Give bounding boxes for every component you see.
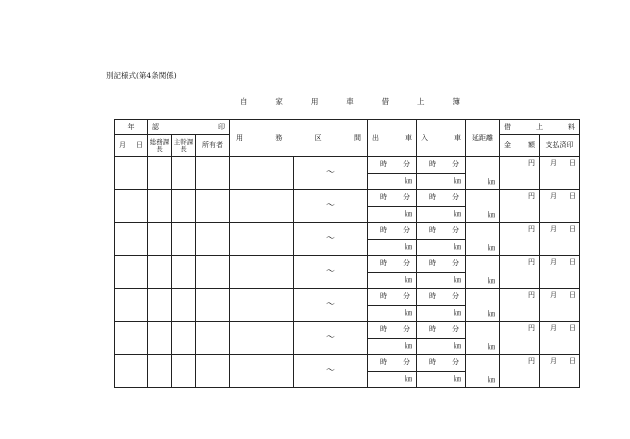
km-label: ㎞: [488, 178, 495, 186]
main-chief-header: 主幹課長: [172, 135, 196, 157]
year-header: 年: [115, 120, 148, 135]
yen-label: 円: [528, 357, 535, 365]
hour-label: 時: [380, 160, 387, 169]
owner-stamp-cell[interactable]: [196, 322, 230, 355]
section-cell[interactable]: ～: [294, 322, 368, 355]
payment-date-cell[interactable]: [540, 223, 580, 256]
departure-time-cell[interactable]: [368, 157, 417, 174]
general-affairs-stamp-cell[interactable]: [148, 223, 172, 256]
purpose-cell[interactable]: [230, 190, 294, 223]
km-label: ㎞: [488, 277, 495, 285]
date-cell[interactable]: [115, 190, 148, 223]
km-label: ㎞: [454, 308, 461, 317]
day-label: 日: [569, 192, 576, 200]
km-label: ㎞: [405, 176, 412, 185]
return-time-cell[interactable]: [417, 322, 466, 339]
title-char: 用: [310, 97, 319, 106]
total-distance-cell[interactable]: [466, 223, 500, 256]
title-char: 車: [346, 97, 354, 106]
hour-label: 時: [429, 292, 436, 301]
amount-cell[interactable]: [500, 289, 540, 322]
rental-fee-header: [500, 120, 580, 135]
ledger-row-top: [115, 322, 580, 339]
km-label: ㎞: [405, 308, 412, 317]
yen-label: 円: [528, 258, 535, 266]
departure-time-cell[interactable]: [368, 256, 417, 273]
title-char: 家: [275, 97, 283, 106]
return-time-cell[interactable]: [417, 223, 466, 240]
main-chief-stamp-cell[interactable]: [172, 190, 196, 223]
payment-stamp-header: 支払済印: [540, 135, 580, 157]
rental-fee-char: 借: [504, 122, 511, 131]
rental-fee-char: 上: [536, 122, 543, 131]
month-label: 月: [550, 291, 557, 299]
day-label: 日: [569, 324, 576, 332]
section-cell[interactable]: ～: [294, 256, 368, 289]
day-label: 日: [569, 258, 576, 266]
km-label: ㎞: [488, 244, 495, 252]
departure-km-cell[interactable]: [368, 272, 417, 289]
owner-stamp-cell[interactable]: [196, 355, 230, 388]
yen-label: 円: [528, 324, 535, 332]
amount-char: 金: [504, 141, 511, 149]
total-distance-cell[interactable]: [466, 256, 500, 289]
yen-label: 円: [528, 291, 535, 299]
form-label: 別記様式(第4条関係): [106, 71, 177, 80]
day-char: 日: [136, 141, 143, 149]
minute-label: 分: [403, 292, 410, 301]
minute-label: 分: [452, 358, 459, 367]
departure-time-cell[interactable]: [368, 223, 417, 240]
km-label: ㎞: [454, 275, 461, 284]
purpose-cell[interactable]: [230, 256, 294, 289]
form-title: [240, 96, 460, 107]
general-affairs-stamp-cell[interactable]: [148, 190, 172, 223]
km-label: ㎞: [488, 376, 495, 384]
hour-label: 時: [429, 193, 436, 202]
km-label: ㎞: [405, 374, 412, 383]
owner-stamp-cell[interactable]: [196, 190, 230, 223]
km-label: ㎞: [454, 209, 461, 218]
payment-date-cell[interactable]: [540, 256, 580, 289]
month-label: 月: [550, 159, 557, 167]
payment-date-cell[interactable]: [540, 157, 580, 190]
departure-header: [368, 120, 417, 157]
day-label: 日: [569, 159, 576, 167]
hour-label: 時: [380, 226, 387, 235]
minute-label: 分: [403, 325, 410, 334]
ledger-row-top: [115, 256, 580, 273]
month-label: 月: [550, 357, 557, 365]
title-char: 簿: [452, 97, 460, 106]
km-label: ㎞: [405, 209, 412, 218]
departure-char: 出: [372, 133, 379, 142]
title-char: 自: [240, 97, 248, 106]
km-label: ㎞: [405, 341, 412, 350]
rental-fee-char: 料: [568, 122, 575, 131]
km-label: ㎞: [454, 242, 461, 251]
hour-label: 時: [429, 259, 436, 268]
departure-km-cell[interactable]: [368, 305, 417, 322]
general-affairs-stamp-cell[interactable]: [148, 256, 172, 289]
approval-char: 認: [152, 122, 159, 131]
return-time-cell[interactable]: [417, 355, 466, 372]
total-distance-cell[interactable]: [466, 355, 500, 388]
minute-label: 分: [403, 358, 410, 367]
ledger-row-top: [115, 157, 580, 174]
date-cell[interactable]: [115, 223, 148, 256]
km-label: ㎞: [454, 341, 461, 350]
hour-label: 時: [380, 193, 387, 202]
return-time-cell[interactable]: [417, 190, 466, 207]
amount-cell[interactable]: [500, 322, 540, 355]
owner-stamp-cell[interactable]: [196, 289, 230, 322]
purpose-char: 区: [314, 133, 322, 142]
amount-cell[interactable]: [500, 256, 540, 289]
ledger-body: [115, 157, 580, 388]
amount-cell[interactable]: [500, 223, 540, 256]
minute-label: 分: [452, 325, 459, 334]
km-label: ㎞: [488, 310, 495, 318]
departure-km-cell[interactable]: [368, 239, 417, 256]
minute-label: 分: [452, 226, 459, 235]
section-cell[interactable]: ～: [294, 223, 368, 256]
total-distance-cell[interactable]: [466, 157, 500, 190]
owner-stamp-cell[interactable]: [196, 223, 230, 256]
return-km-cell[interactable]: [417, 338, 466, 355]
departure-char: 車: [405, 133, 412, 142]
purpose-section-header: [230, 120, 368, 157]
purpose-char: 用: [236, 133, 243, 142]
return-km-cell[interactable]: [417, 371, 466, 388]
payment-date-cell[interactable]: [540, 190, 580, 223]
ledger-header: [115, 120, 580, 157]
date-cell[interactable]: [115, 322, 148, 355]
hour-label: 時: [380, 358, 387, 367]
yen-label: 円: [528, 159, 535, 167]
yen-label: 円: [528, 225, 535, 233]
month-label: 月: [550, 258, 557, 266]
owner-stamp-cell[interactable]: [196, 256, 230, 289]
minute-label: 分: [403, 160, 410, 169]
departure-time-cell[interactable]: [368, 355, 417, 372]
purpose-cell[interactable]: [230, 223, 294, 256]
day-label: 日: [569, 225, 576, 233]
owner-header: 所有者: [196, 135, 230, 157]
general-affairs-stamp-cell[interactable]: [148, 289, 172, 322]
title-char: 上: [417, 97, 425, 106]
amount-char: 額: [528, 141, 535, 149]
return-header: [417, 120, 466, 157]
title-char: 借: [381, 97, 390, 106]
hour-label: 時: [380, 259, 387, 268]
amount-cell[interactable]: [500, 157, 540, 190]
hour-label: 時: [380, 292, 387, 301]
minute-label: 分: [403, 226, 410, 235]
payment-date-cell[interactable]: [540, 355, 580, 388]
departure-km-cell[interactable]: [368, 173, 417, 190]
km-label: ㎞: [405, 242, 412, 251]
purpose-cell[interactable]: [230, 355, 294, 388]
return-km-cell[interactable]: [417, 173, 466, 190]
return-char: 入: [421, 133, 428, 142]
km-label: ㎞: [454, 374, 461, 383]
general-affairs-stamp-cell[interactable]: [148, 322, 172, 355]
return-km-cell[interactable]: [417, 239, 466, 256]
departure-km-cell[interactable]: [368, 371, 417, 388]
minute-label: 分: [403, 259, 410, 268]
day-label: 日: [569, 357, 576, 365]
minute-label: 分: [452, 193, 459, 202]
main-chief-stamp-cell[interactable]: [172, 355, 196, 388]
date-cell[interactable]: [115, 355, 148, 388]
payment-date-cell[interactable]: [540, 322, 580, 355]
main-chief-stamp-cell[interactable]: [172, 256, 196, 289]
approval-header: [148, 120, 230, 135]
hour-label: 時: [429, 160, 436, 169]
main-chief-stamp-cell[interactable]: [172, 322, 196, 355]
total-distance-cell[interactable]: [466, 190, 500, 223]
owner-stamp-cell[interactable]: [196, 157, 230, 190]
departure-time-cell[interactable]: [368, 289, 417, 306]
date-cell[interactable]: [115, 289, 148, 322]
minute-label: 分: [452, 292, 459, 301]
return-time-cell[interactable]: [417, 256, 466, 273]
total-distance-header: 延距離: [466, 120, 500, 157]
ledger-row-top: [115, 190, 580, 207]
main-chief-stamp-cell[interactable]: [172, 157, 196, 190]
main-chief-stamp-cell[interactable]: [172, 223, 196, 256]
section-cell[interactable]: ～: [294, 289, 368, 322]
departure-time-cell[interactable]: [368, 322, 417, 339]
departure-time-cell[interactable]: [368, 190, 417, 207]
purpose-cell[interactable]: [230, 157, 294, 190]
departure-km-cell[interactable]: [368, 338, 417, 355]
yen-label: 円: [528, 192, 535, 200]
return-char: 車: [454, 133, 461, 142]
general-affairs-stamp-cell[interactable]: [148, 355, 172, 388]
minute-label: 分: [452, 160, 459, 169]
minute-label: 分: [403, 193, 410, 202]
general-affairs-stamp-cell[interactable]: [148, 157, 172, 190]
total-distance-cell[interactable]: [466, 322, 500, 355]
km-label: ㎞: [488, 211, 495, 219]
return-time-cell[interactable]: [417, 157, 466, 174]
section-cell[interactable]: ～: [294, 355, 368, 388]
section-cell[interactable]: ～: [294, 190, 368, 223]
return-km-cell[interactable]: [417, 272, 466, 289]
month-day-header: [115, 135, 148, 157]
date-cell[interactable]: [115, 256, 148, 289]
ledger-row-top: [115, 289, 580, 306]
ledger-row-top: [115, 355, 580, 372]
month-label: 月: [550, 324, 557, 332]
hour-label: 時: [429, 325, 436, 334]
return-time-cell[interactable]: [417, 289, 466, 306]
payment-date-cell[interactable]: [540, 289, 580, 322]
ledger-table: [114, 119, 580, 388]
purpose-char: 間: [353, 133, 361, 142]
general-affairs-chief-header: 総務課長: [148, 135, 172, 157]
total-distance-cell[interactable]: [466, 289, 500, 322]
month-char: 月: [119, 141, 126, 149]
purpose-cell[interactable]: [230, 289, 294, 322]
amount-cell[interactable]: [500, 190, 540, 223]
approval-char: 印: [218, 122, 225, 131]
return-km-cell[interactable]: [417, 305, 466, 322]
purpose-cell[interactable]: [230, 322, 294, 355]
month-label: 月: [550, 225, 557, 233]
month-label: 月: [550, 192, 557, 200]
return-km-cell[interactable]: [417, 206, 466, 223]
hour-label: 時: [429, 358, 436, 367]
amount-cell[interactable]: [500, 355, 540, 388]
km-label: ㎞: [454, 176, 461, 185]
hour-label: 時: [380, 325, 387, 334]
km-label: ㎞: [405, 275, 412, 284]
purpose-char: 務: [275, 133, 283, 142]
departure-km-cell[interactable]: [368, 206, 417, 223]
day-label: 日: [569, 291, 576, 299]
hour-label: 時: [429, 226, 436, 235]
km-label: ㎞: [488, 343, 495, 351]
section-cell[interactable]: ～: [294, 157, 368, 190]
main-chief-stamp-cell[interactable]: [172, 289, 196, 322]
minute-label: 分: [452, 259, 459, 268]
ledger-row-top: [115, 223, 580, 240]
date-cell[interactable]: [115, 157, 148, 190]
amount-header: [500, 135, 540, 157]
